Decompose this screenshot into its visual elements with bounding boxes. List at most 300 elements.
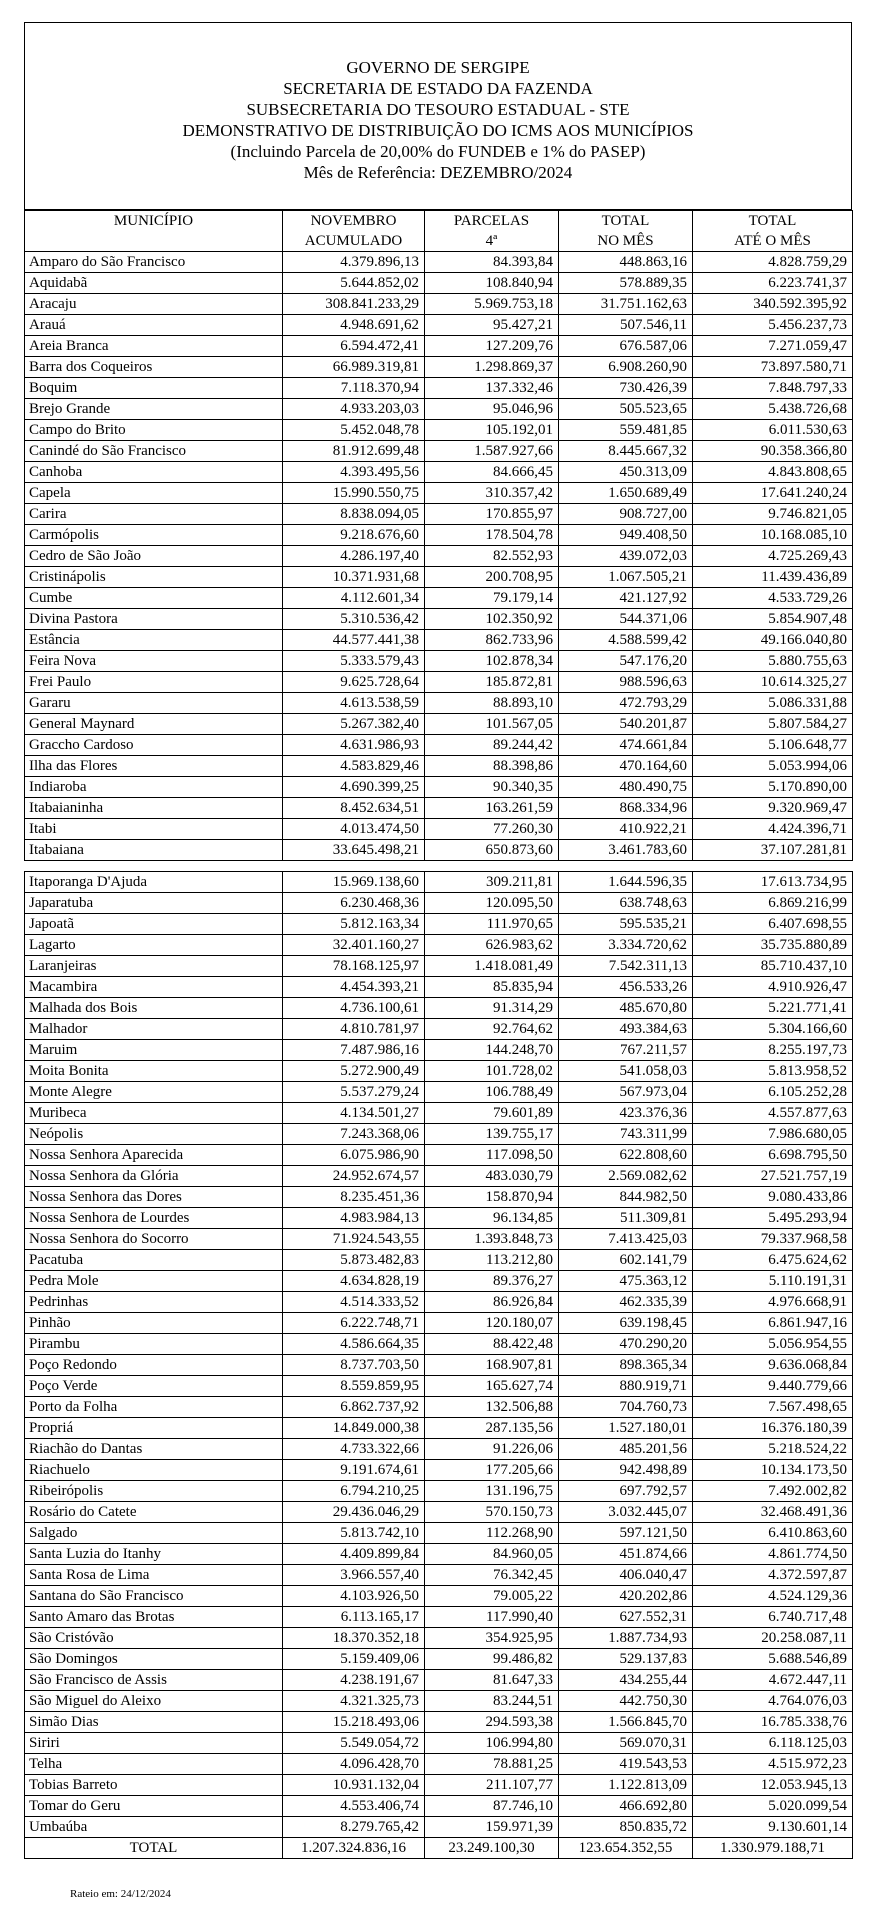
- table-row: [25, 956, 853, 977]
- municipio-cell: Riachuelo: [25, 1460, 283, 1481]
- total-no-mes: 123.654.352,55: [559, 1838, 693, 1859]
- table-row: [25, 819, 853, 840]
- total-no-mes-cell: 3.032.445,07: [559, 1502, 693, 1523]
- municipio-cell: Moita Bonita: [25, 1061, 283, 1082]
- table-row: [25, 378, 853, 399]
- novembro-acumulado-cell: 5.310.536,42: [283, 609, 425, 630]
- total-ate-o-mes-cell: 90.358.366,80: [693, 441, 853, 462]
- parcelas-cell: 82.552,93: [425, 546, 559, 567]
- parcelas-cell: 570.150,73: [425, 1502, 559, 1523]
- parcelas-cell: 92.764,62: [425, 1019, 559, 1040]
- parcelas-cell: 1.393.848,73: [425, 1229, 559, 1250]
- table-row: [25, 336, 853, 357]
- column-header-row-2: [25, 231, 853, 252]
- municipio-cell: São Domingos: [25, 1649, 283, 1670]
- municipio-cell: Amparo do São Francisco: [25, 252, 283, 273]
- municipio-cell: Pinhão: [25, 1313, 283, 1334]
- municipio-cell: Pirambu: [25, 1334, 283, 1355]
- total-no-mes-cell: 898.365,34: [559, 1355, 693, 1376]
- novembro-acumulado-cell: 81.912.699,48: [283, 441, 425, 462]
- table-row: [25, 756, 853, 777]
- total-no-mes-cell: 595.535,21: [559, 914, 693, 935]
- total-no-mes-cell: 676.587,06: [559, 336, 693, 357]
- total-ate-o-mes-cell: 5.688.546,89: [693, 1649, 853, 1670]
- total-ate-o-mes-cell: 4.672.447,11: [693, 1670, 853, 1691]
- table-row: [25, 693, 853, 714]
- municipio-cell: Nossa Senhora do Socorro: [25, 1229, 283, 1250]
- parcelas-cell: 85.835,94: [425, 977, 559, 998]
- parcelas-cell: 310.357,42: [425, 483, 559, 504]
- parcelas-cell: 112.268,90: [425, 1523, 559, 1544]
- parcelas-cell: 177.205,66: [425, 1460, 559, 1481]
- header-line-2: SECRETARIA DE ESTADO DA FAZENDA: [283, 79, 593, 98]
- parcelas-cell: 127.209,76: [425, 336, 559, 357]
- municipio-cell: Aquidabã: [25, 273, 283, 294]
- novembro-acumulado-cell: 6.594.472,41: [283, 336, 425, 357]
- municipio-cell: Divina Pastora: [25, 609, 283, 630]
- novembro-acumulado-cell: 44.577.441,38: [283, 630, 425, 651]
- municipio-cell: Santa Rosa de Lima: [25, 1565, 283, 1586]
- parcelas-cell: 77.260,30: [425, 819, 559, 840]
- municipio-cell: Lagarto: [25, 935, 283, 956]
- total-ate-o-mes: 1.330.979.188,71: [693, 1838, 853, 1859]
- total-no-mes-cell: 567.973,04: [559, 1082, 693, 1103]
- municipio-cell: Brejo Grande: [25, 399, 283, 420]
- total-no-mes-cell: 743.311,99: [559, 1124, 693, 1145]
- novembro-acumulado-cell: 5.812.163,34: [283, 914, 425, 935]
- parcelas-cell: 178.504,78: [425, 525, 559, 546]
- total-ate-o-mes-cell: 5.218.524,22: [693, 1439, 853, 1460]
- municipio-cell: Itabi: [25, 819, 283, 840]
- novembro-acumulado-cell: 4.586.664,35: [283, 1334, 425, 1355]
- total-no-mes-cell: 544.371,06: [559, 609, 693, 630]
- parcelas-cell: 120.180,07: [425, 1313, 559, 1334]
- document-header: [24, 22, 852, 210]
- total-no-mes-cell: 8.445.667,32: [559, 441, 693, 462]
- novembro-acumulado-cell: 4.096.428,70: [283, 1754, 425, 1775]
- parcelas-cell: 1.418.081,49: [425, 956, 559, 977]
- table-row: [25, 672, 853, 693]
- municipio-cell: Poço Verde: [25, 1376, 283, 1397]
- municipio-cell: Maruim: [25, 1040, 283, 1061]
- total-ate-o-mes-cell: 37.107.281,81: [693, 840, 853, 861]
- table-row: [25, 998, 853, 1019]
- total-ate-o-mes-cell: 8.255.197,73: [693, 1040, 853, 1061]
- total-no-mes-cell: 639.198,45: [559, 1313, 693, 1334]
- municipio-cell: Aracaju: [25, 294, 283, 315]
- novembro-acumulado-cell: 15.990.550,75: [283, 483, 425, 504]
- parcelas-cell: 99.486,82: [425, 1649, 559, 1670]
- total-ate-o-mes-cell: 4.533.729,26: [693, 588, 853, 609]
- distribution-table-part-1: [24, 210, 853, 861]
- col-header-total-ate: TOTAL: [693, 211, 853, 232]
- total-no-mes-cell: 559.481,85: [559, 420, 693, 441]
- parcelas-cell: 101.567,05: [425, 714, 559, 735]
- total-ate-o-mes-cell: 7.271.059,47: [693, 336, 853, 357]
- novembro-acumulado-cell: 29.436.046,29: [283, 1502, 425, 1523]
- table-row: [25, 1040, 853, 1061]
- novembro-acumulado-cell: 6.222.748,71: [283, 1313, 425, 1334]
- table-row: [25, 1460, 853, 1481]
- table-row: [25, 1124, 853, 1145]
- table-row: [25, 315, 853, 336]
- parcelas-cell: 79.005,22: [425, 1586, 559, 1607]
- parcelas-cell: 79.601,89: [425, 1103, 559, 1124]
- municipio-cell: Muribeca: [25, 1103, 283, 1124]
- table-row: [25, 1292, 853, 1313]
- total-no-mes-cell: 451.874,66: [559, 1544, 693, 1565]
- novembro-acumulado-cell: 32.401.160,27: [283, 935, 425, 956]
- table-row: [25, 483, 853, 504]
- parcelas-cell: 650.873,60: [425, 840, 559, 861]
- parcelas-cell: 158.870,94: [425, 1187, 559, 1208]
- novembro-acumulado-cell: 5.267.382,40: [283, 714, 425, 735]
- table-row: [25, 1628, 853, 1649]
- total-no-mes-cell: 1.650.689,49: [559, 483, 693, 504]
- total-no-mes-cell: 767.211,57: [559, 1040, 693, 1061]
- novembro-acumulado-cell: 4.393.495,56: [283, 462, 425, 483]
- table-row: [25, 1376, 853, 1397]
- parcelas-cell: 96.134,85: [425, 1208, 559, 1229]
- total-ate-o-mes-cell: 5.854.907,48: [693, 609, 853, 630]
- table-row: [25, 1712, 853, 1733]
- parcelas-cell: 170.855,97: [425, 504, 559, 525]
- table-row: [25, 1418, 853, 1439]
- table-row: [25, 1145, 853, 1166]
- municipio-cell: São Miguel do Aleixo: [25, 1691, 283, 1712]
- total-ate-o-mes-cell: 5.056.954,55: [693, 1334, 853, 1355]
- table-row: [25, 714, 853, 735]
- total-ate-o-mes-cell: 4.557.877,63: [693, 1103, 853, 1124]
- municipio-cell: Ribeirópolis: [25, 1481, 283, 1502]
- municipio-cell: Carmópolis: [25, 525, 283, 546]
- municipio-cell: Gararu: [25, 693, 283, 714]
- total-ate-o-mes-cell: 35.735.880,89: [693, 935, 853, 956]
- municipio-cell: Tomar do Geru: [25, 1796, 283, 1817]
- header-line-4: DEMONSTRATIVO DE DISTRIBUIÇÃO DO ICMS AOS MUNICÍPIOS: [182, 121, 694, 140]
- table-row: [25, 1271, 853, 1292]
- total-ate-o-mes-cell: 17.613.734,95: [693, 872, 853, 893]
- total-no-mes-cell: 569.070,31: [559, 1733, 693, 1754]
- parcelas-cell: 159.971,39: [425, 1817, 559, 1838]
- parcelas-cell: 139.755,17: [425, 1124, 559, 1145]
- total-ate-o-mes-cell: 6.118.125,03: [693, 1733, 853, 1754]
- novembro-acumulado-cell: 4.613.538,59: [283, 693, 425, 714]
- table-row: [25, 462, 853, 483]
- header-line-1: GOVERNO DE SERGIPE: [346, 58, 530, 77]
- table-row: [25, 735, 853, 756]
- municipio-cell: Cedro de São João: [25, 546, 283, 567]
- novembro-acumulado-cell: 71.924.543,55: [283, 1229, 425, 1250]
- novembro-acumulado-cell: 5.537.279,24: [283, 1082, 425, 1103]
- municipio-cell: Pedrinhas: [25, 1292, 283, 1313]
- parcelas-cell: 84.666,45: [425, 462, 559, 483]
- total-ate-o-mes-cell: 4.424.396,71: [693, 819, 853, 840]
- total-ate-o-mes-cell: 6.869.216,99: [693, 893, 853, 914]
- municipio-cell: Salgado: [25, 1523, 283, 1544]
- total-ate-o-mes-cell: 7.848.797,33: [693, 378, 853, 399]
- novembro-acumulado-cell: 33.645.498,21: [283, 840, 425, 861]
- total-no-mes-cell: 434.255,44: [559, 1670, 693, 1691]
- table-row: [25, 651, 853, 672]
- novembro-acumulado-cell: 7.118.370,94: [283, 378, 425, 399]
- table-row: [25, 1208, 853, 1229]
- parcelas-cell: 87.746,10: [425, 1796, 559, 1817]
- total-ate-o-mes-cell: 6.740.717,48: [693, 1607, 853, 1628]
- parcelas-cell: 862.733,96: [425, 630, 559, 651]
- total-ate-o-mes-cell: 6.105.252,28: [693, 1082, 853, 1103]
- total-ate-o-mes-cell: 6.011.530,63: [693, 420, 853, 441]
- table-row: [25, 1250, 853, 1271]
- novembro-acumulado-cell: 4.379.896,13: [283, 252, 425, 273]
- parcelas-cell: 5.969.753,18: [425, 294, 559, 315]
- total-no-mes-cell: 988.596,63: [559, 672, 693, 693]
- total-no-mes-cell: 485.201,56: [559, 1439, 693, 1460]
- novembro-acumulado-cell: 4.690.399,25: [283, 777, 425, 798]
- novembro-acumulado-cell: 4.134.501,27: [283, 1103, 425, 1124]
- parcelas-cell: 83.244,51: [425, 1691, 559, 1712]
- total-ate-o-mes-cell: 12.053.945,13: [693, 1775, 853, 1796]
- total-no-mes-cell: 485.670,80: [559, 998, 693, 1019]
- parcelas-cell: 106.788,49: [425, 1082, 559, 1103]
- parcelas-cell: 95.427,21: [425, 315, 559, 336]
- table-row: [25, 1754, 853, 1775]
- document: [24, 22, 852, 1859]
- total-ate-o-mes-cell: 5.106.648,77: [693, 735, 853, 756]
- total-ate-o-mes-cell: 340.592.395,92: [693, 294, 853, 315]
- parcelas-cell: 117.098,50: [425, 1145, 559, 1166]
- table-row: [25, 798, 853, 819]
- municipio-cell: Macambira: [25, 977, 283, 998]
- total-ate-o-mes-cell: 10.168.085,10: [693, 525, 853, 546]
- novembro-acumulado-cell: 4.409.899,84: [283, 1544, 425, 1565]
- total-no-mes-cell: 942.498,89: [559, 1460, 693, 1481]
- municipio-cell: Santa Luzia do Itanhy: [25, 1544, 283, 1565]
- table-row: [25, 1439, 853, 1460]
- total-ate-o-mes-cell: 4.725.269,43: [693, 546, 853, 567]
- novembro-acumulado-cell: 4.514.333,52: [283, 1292, 425, 1313]
- total-no-mes-cell: 423.376,36: [559, 1103, 693, 1124]
- table-row: [25, 1523, 853, 1544]
- novembro-acumulado-cell: 3.966.557,40: [283, 1565, 425, 1586]
- novembro-acumulado-cell: 10.931.132,04: [283, 1775, 425, 1796]
- table-row: [25, 1607, 853, 1628]
- rateio-date: Rateio em: 24/12/2024: [70, 1888, 171, 1900]
- total-no-mes-cell: 3.461.783,60: [559, 840, 693, 861]
- table-row: [25, 357, 853, 378]
- total-ate-o-mes-cell: 9.080.433,86: [693, 1187, 853, 1208]
- total-no-mes-cell: 908.727,00: [559, 504, 693, 525]
- novembro-acumulado-cell: 5.873.482,83: [283, 1250, 425, 1271]
- novembro-acumulado-cell: 4.238.191,67: [283, 1670, 425, 1691]
- novembro-acumulado-cell: 4.583.829,46: [283, 756, 425, 777]
- distribution-table-part-2: [24, 871, 853, 1859]
- table-row: [25, 1544, 853, 1565]
- total-no-mes-cell: 638.748,63: [559, 893, 693, 914]
- parcelas-cell: 81.647,33: [425, 1670, 559, 1691]
- total-ate-o-mes-cell: 4.515.972,23: [693, 1754, 853, 1775]
- municipio-cell: Malhador: [25, 1019, 283, 1040]
- municipio-cell: São Cristóvão: [25, 1628, 283, 1649]
- table-row: [25, 1586, 853, 1607]
- total-no-mes-cell: 547.176,20: [559, 651, 693, 672]
- parcelas-cell: 165.627,74: [425, 1376, 559, 1397]
- novembro-acumulado-cell: 4.736.100,61: [283, 998, 425, 1019]
- total-no-mes-cell: 622.808,60: [559, 1145, 693, 1166]
- novembro-acumulado-cell: 5.813.742,10: [283, 1523, 425, 1544]
- total-ate-o-mes-cell: 4.843.808,65: [693, 462, 853, 483]
- total-ate-o-mes-cell: 9.320.969,47: [693, 798, 853, 819]
- parcelas-cell: 168.907,81: [425, 1355, 559, 1376]
- total-no-mes-cell: 450.313,09: [559, 462, 693, 483]
- novembro-acumulado-cell: 4.103.926,50: [283, 1586, 425, 1607]
- novembro-acumulado-cell: 5.333.579,43: [283, 651, 425, 672]
- novembro-acumulado-cell: 14.849.000,38: [283, 1418, 425, 1439]
- parcelas-cell: 88.398,86: [425, 756, 559, 777]
- novembro-acumulado-cell: 4.553.406,74: [283, 1796, 425, 1817]
- table-row: [25, 1796, 853, 1817]
- novembro-acumulado-cell: 8.452.634,51: [283, 798, 425, 819]
- col-subheader-ate-o-mes: ATÉ O MÊS: [693, 231, 853, 252]
- total-ate-o-mes-cell: 6.861.947,16: [693, 1313, 853, 1334]
- total-ate-o-mes-cell: 5.110.191,31: [693, 1271, 853, 1292]
- novembro-acumulado-cell: 5.272.900,49: [283, 1061, 425, 1082]
- municipio-cell: Neópolis: [25, 1124, 283, 1145]
- novembro-acumulado-cell: 66.989.319,81: [283, 357, 425, 378]
- total-no-mes-cell: 493.384,63: [559, 1019, 693, 1040]
- table-row: [25, 872, 853, 893]
- total-ate-o-mes-cell: 6.407.698,55: [693, 914, 853, 935]
- total-ate-o-mes-cell: 5.456.237,73: [693, 315, 853, 336]
- municipio-cell: Umbaúba: [25, 1817, 283, 1838]
- novembro-acumulado-cell: 8.838.094,05: [283, 504, 425, 525]
- table-row: [25, 567, 853, 588]
- table-row: [25, 1691, 853, 1712]
- col-subheader-acumulado: ACUMULADO: [283, 231, 425, 252]
- municipio-cell: Frei Paulo: [25, 672, 283, 693]
- parcelas-cell: 131.196,75: [425, 1481, 559, 1502]
- total-no-mes-cell: 730.426,39: [559, 378, 693, 399]
- municipio-cell: Carira: [25, 504, 283, 525]
- total-ate-o-mes-cell: 4.524.129,36: [693, 1586, 853, 1607]
- municipio-cell: Japaratuba: [25, 893, 283, 914]
- municipio-cell: Santo Amaro das Brotas: [25, 1607, 283, 1628]
- total-ate-o-mes-cell: 9.746.821,05: [693, 504, 853, 525]
- municipio-cell: Nossa Senhora de Lourdes: [25, 1208, 283, 1229]
- col-subheader-no-mes: NO MÊS: [559, 231, 693, 252]
- municipio-cell: Porto da Folha: [25, 1397, 283, 1418]
- municipio-cell: Riachão do Dantas: [25, 1439, 283, 1460]
- parcelas-cell: 108.840,94: [425, 273, 559, 294]
- table-row: [25, 1313, 853, 1334]
- total-no-mes-cell: 456.533,26: [559, 977, 693, 998]
- novembro-acumulado-cell: 4.112.601,34: [283, 588, 425, 609]
- novembro-acumulado-cell: 4.013.474,50: [283, 819, 425, 840]
- table-row: [25, 609, 853, 630]
- novembro-acumulado-cell: 4.454.393,21: [283, 977, 425, 998]
- total-ate-o-mes-cell: 49.166.040,80: [693, 630, 853, 651]
- col-header-total-mes: TOTAL: [559, 211, 693, 232]
- total-ate-o-mes-cell: 5.813.958,52: [693, 1061, 853, 1082]
- parcelas-cell: 1.587.927,66: [425, 441, 559, 462]
- municipio-cell: Rosário do Catete: [25, 1502, 283, 1523]
- total-ate-o-mes-cell: 5.053.994,06: [693, 756, 853, 777]
- total-no-mes-cell: 1.527.180,01: [559, 1418, 693, 1439]
- total-ate-o-mes-cell: 16.785.338,76: [693, 1712, 853, 1733]
- table-row: [25, 1502, 853, 1523]
- novembro-acumulado-cell: 8.737.703,50: [283, 1355, 425, 1376]
- total-ate-o-mes-cell: 7.567.498,65: [693, 1397, 853, 1418]
- total-no-mes-cell: 420.202,86: [559, 1586, 693, 1607]
- total-no-mes-cell: 1.644.596,35: [559, 872, 693, 893]
- total-ate-o-mes-cell: 10.134.173,50: [693, 1460, 853, 1481]
- municipio-cell: Ilha das Flores: [25, 756, 283, 777]
- municipio-cell: Canindé do São Francisco: [25, 441, 283, 462]
- parcelas-cell: 78.881,25: [425, 1754, 559, 1775]
- municipio-cell: Pacatuba: [25, 1250, 283, 1271]
- municipio-cell: Nossa Senhora da Glória: [25, 1166, 283, 1187]
- col-subheader-municipio: [25, 231, 283, 252]
- parcelas-cell: 91.226,06: [425, 1439, 559, 1460]
- total-no-mes-cell: 868.334,96: [559, 798, 693, 819]
- total-no-mes-cell: 410.922,21: [559, 819, 693, 840]
- total-ate-o-mes-cell: 5.495.293,94: [693, 1208, 853, 1229]
- total-ate-o-mes-cell: 5.880.755,63: [693, 651, 853, 672]
- novembro-acumulado-cell: 4.733.322,66: [283, 1439, 425, 1460]
- total-ate-o-mes-cell: 4.372.597,87: [693, 1565, 853, 1586]
- parcelas-cell: 354.925,95: [425, 1628, 559, 1649]
- table-row: [25, 399, 853, 420]
- parcelas-cell: 84.393,84: [425, 252, 559, 273]
- municipio-cell: Propriá: [25, 1418, 283, 1439]
- table-row: [25, 1775, 853, 1796]
- total-ate-o-mes-cell: 6.698.795,50: [693, 1145, 853, 1166]
- municipio-cell: Poço Redondo: [25, 1355, 283, 1376]
- total-no-mes-cell: 1.122.813,09: [559, 1775, 693, 1796]
- table-row: [25, 1670, 853, 1691]
- novembro-acumulado-cell: 15.969.138,60: [283, 872, 425, 893]
- municipio-cell: Siriri: [25, 1733, 283, 1754]
- total-no-mes-cell: 627.552,31: [559, 1607, 693, 1628]
- municipio-cell: Canhoba: [25, 462, 283, 483]
- total-ate-o-mes-cell: 73.897.580,71: [693, 357, 853, 378]
- novembro-acumulado-cell: 7.487.986,16: [283, 1040, 425, 1061]
- municipio-cell: Capela: [25, 483, 283, 504]
- column-header-row-1: [25, 211, 853, 232]
- total-ate-o-mes-cell: 4.861.774,50: [693, 1544, 853, 1565]
- total-no-mes-cell: 1.067.505,21: [559, 567, 693, 588]
- parcelas-cell: 163.261,59: [425, 798, 559, 819]
- total-ate-o-mes-cell: 7.492.002,82: [693, 1481, 853, 1502]
- total-no-mes-cell: 602.141,79: [559, 1250, 693, 1271]
- novembro-acumulado-cell: 6.794.210,25: [283, 1481, 425, 1502]
- parcelas-cell: 185.872,81: [425, 672, 559, 693]
- header-line-3: SUBSECRETARIA DO TESOURO ESTADUAL - STE: [246, 100, 630, 119]
- total-no-mes-cell: 505.523,65: [559, 399, 693, 420]
- parcelas-cell: 144.248,70: [425, 1040, 559, 1061]
- total-ate-o-mes-cell: 85.710.437,10: [693, 956, 853, 977]
- total-parcelas: 23.249.100,30: [425, 1838, 559, 1859]
- novembro-acumulado-cell: 10.371.931,68: [283, 567, 425, 588]
- parcelas-cell: 483.030,79: [425, 1166, 559, 1187]
- total-no-mes-cell: 1.566.845,70: [559, 1712, 693, 1733]
- total-no-mes-cell: 507.546,11: [559, 315, 693, 336]
- novembro-acumulado-cell: 18.370.352,18: [283, 1628, 425, 1649]
- total-ate-o-mes-cell: 16.376.180,39: [693, 1418, 853, 1439]
- total-no-mes-cell: 7.413.425,03: [559, 1229, 693, 1250]
- parcelas-cell: 105.192,01: [425, 420, 559, 441]
- total-no-mes-cell: 540.201,87: [559, 714, 693, 735]
